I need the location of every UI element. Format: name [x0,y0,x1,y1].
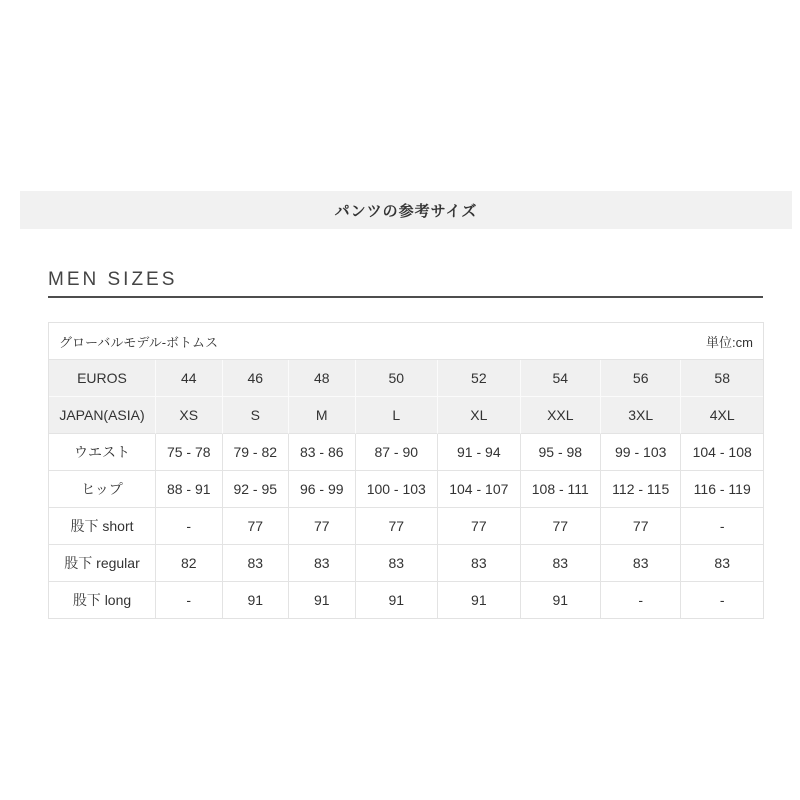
size-cell: 91 [438,582,521,618]
size-cell: 77 [223,508,290,545]
row-label: JAPAN(ASIA) [49,397,156,434]
table-row-inseam-regular [49,545,763,582]
size-cell: 99 - 103 [601,434,681,471]
size-cell: - [601,582,681,618]
size-cell: 91 [521,582,601,618]
size-cell: 91 [223,582,290,618]
size-cell: 83 [223,545,290,582]
men-sizes-heading-block [48,269,763,298]
size-cell: 108 - 111 [521,471,601,508]
size-cell: 83 [356,545,439,582]
row-label: ヒップ [49,471,156,508]
size-cell: 3XL [601,397,681,434]
size-cell: L [356,397,439,434]
size-cell: 83 [289,545,356,582]
size-cell: 87 - 90 [356,434,439,471]
size-cell: 83 [521,545,601,582]
table-caption-row [49,323,763,360]
row-label: 股下 regular [49,545,156,582]
size-cell: 52 [438,360,521,397]
size-cell: - [681,508,763,545]
row-label: EUROS [49,360,156,397]
size-cell: 104 - 108 [681,434,763,471]
men-size-table [49,323,763,618]
table-row-inseam-long [49,582,763,618]
row-label: ウエスト [49,434,156,471]
row-label: 股下 short [49,508,156,545]
size-cell: 116 - 119 [681,471,763,508]
size-cell: 54 [521,360,601,397]
size-cell: 58 [681,360,763,397]
size-cell: 4XL [681,397,763,434]
size-cell: 104 - 107 [438,471,521,508]
size-section-band [20,191,792,229]
size-cell: XS [156,397,223,434]
size-cell: 83 - 86 [289,434,356,471]
size-cell: - [681,582,763,618]
size-cell: 92 - 95 [223,471,290,508]
size-cell: 83 [601,545,681,582]
size-cell: 75 - 78 [156,434,223,471]
size-cell: 56 [601,360,681,397]
size-cell: - [156,508,223,545]
row-label: 股下 long [49,582,156,618]
size-cell: 112 - 115 [601,471,681,508]
size-cell: 77 [438,508,521,545]
table-row-hip [49,471,763,508]
size-cell: M [289,397,356,434]
unit-label: 単位:cm [706,334,753,350]
size-cell: 83 [681,545,763,582]
size-cell: 91 [356,582,439,618]
model-caption: グローバルモデル-ボトムス [59,334,219,350]
size-cell: 88 - 91 [156,471,223,508]
size-cell: 95 - 98 [521,434,601,471]
table-row-euros [49,360,763,397]
size-cell: 44 [156,360,223,397]
size-cell: 91 [289,582,356,618]
table-row-waist [49,434,763,471]
size-cell: 91 - 94 [438,434,521,471]
size-cell: 48 [289,360,356,397]
table-row-japan-asia [49,397,763,434]
size-cell: 46 [223,360,290,397]
caption-cell [49,323,763,360]
size-cell: 77 [521,508,601,545]
size-cell: XL [438,397,521,434]
size-cell: 77 [356,508,439,545]
size-cell: 96 - 99 [289,471,356,508]
men-sizes-title: MEN SIZES [48,269,178,290]
size-cell: 83 [438,545,521,582]
size-cell: 50 [356,360,439,397]
size-cell: 79 - 82 [223,434,290,471]
band-title: パンツの参考サイズ [334,202,478,220]
size-cell: 100 - 103 [356,471,439,508]
size-table-wrapper [48,322,764,619]
table-row-inseam-short [49,508,763,545]
size-cell: XXL [521,397,601,434]
size-cell: S [223,397,290,434]
size-cell: 82 [156,545,223,582]
size-cell: 77 [289,508,356,545]
size-cell: - [156,582,223,618]
size-cell: 77 [601,508,681,545]
